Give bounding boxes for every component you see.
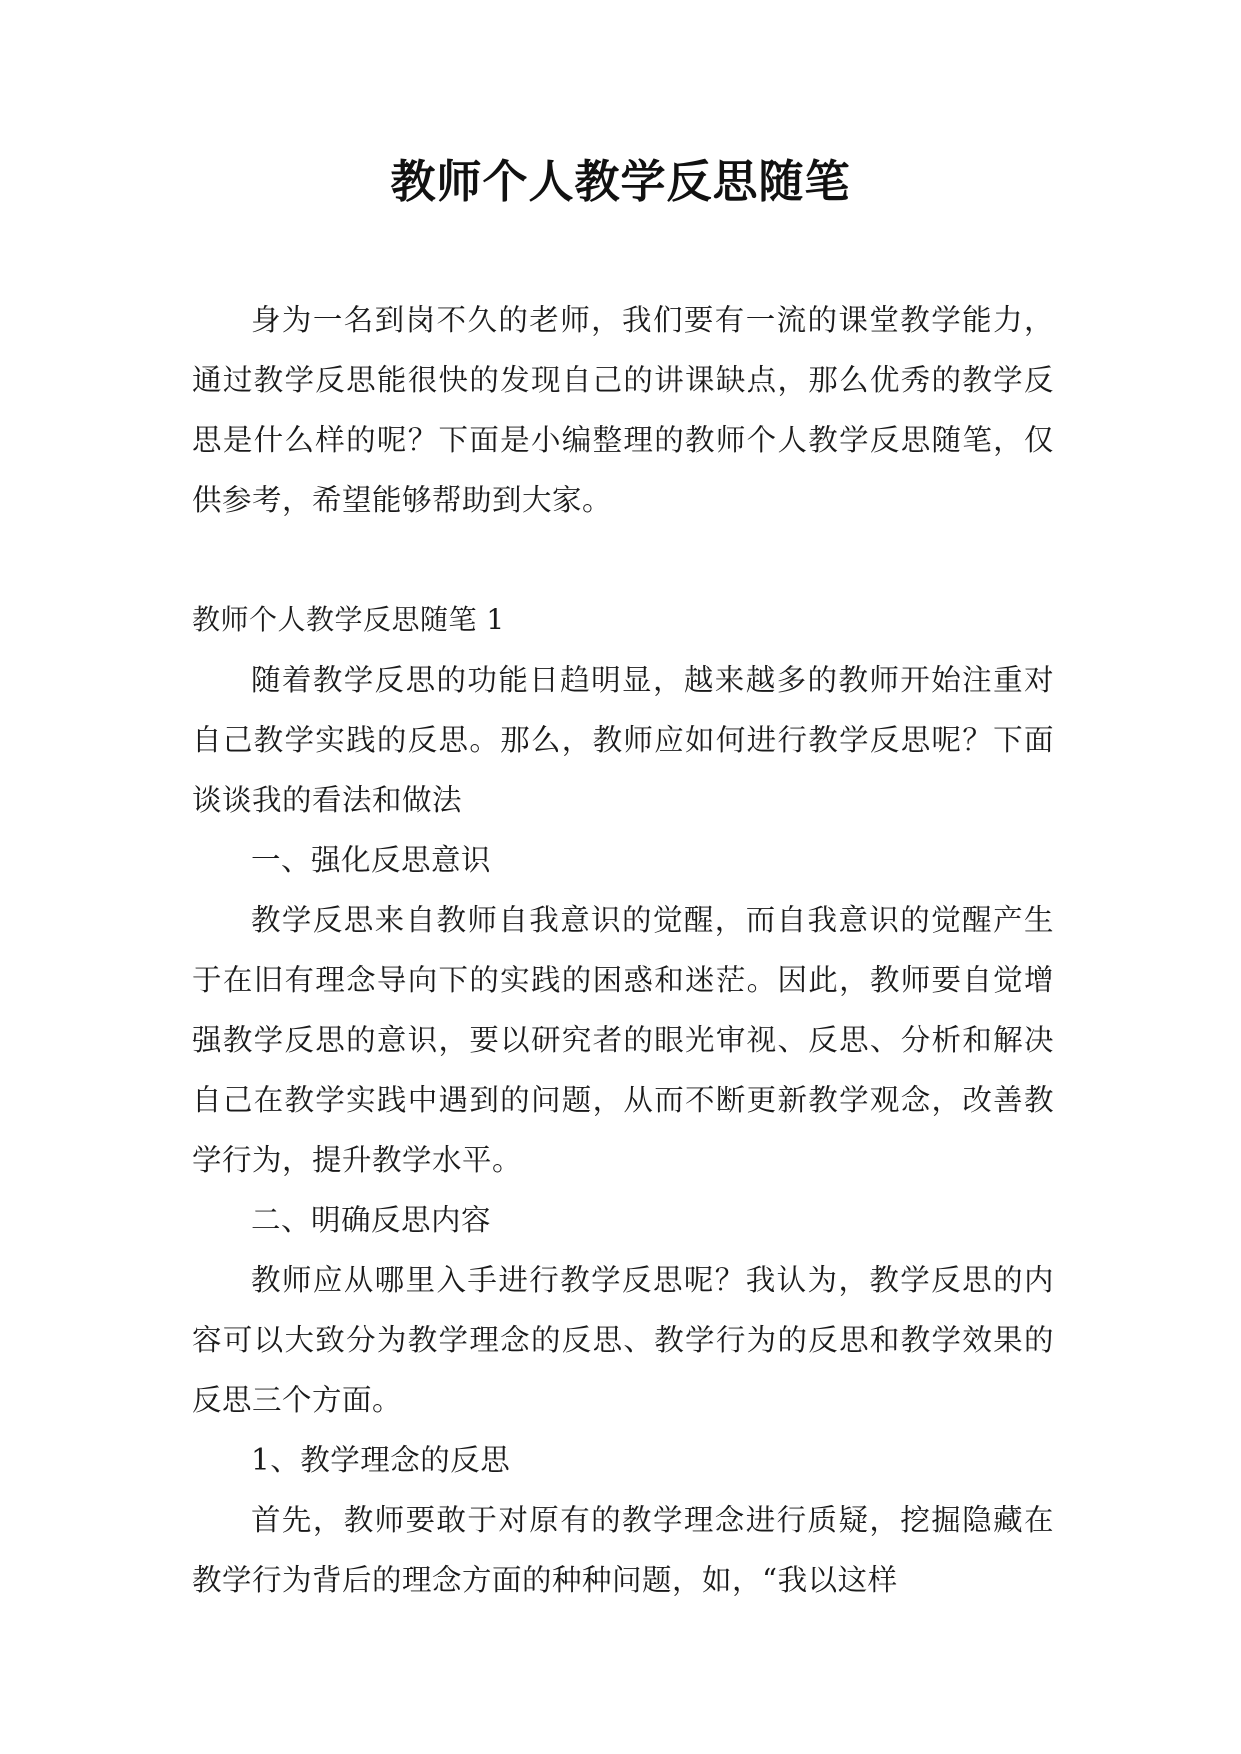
- subheading: 二、明确反思内容: [251, 1203, 492, 1237]
- subheading: 1、教学理念的反思: [251, 1443, 511, 1477]
- paragraph: 首先，教师要敢于对原有的教学理念进行质疑，挖掘隐藏在教学行为背后的理念方面的种种问题，如，“我以这样: [192, 1503, 1054, 1597]
- document-body: [192, 290, 1054, 1610]
- paragraph: 教师应从哪里入手进行教学反思呢？我认为，教学反思的内容可以大致分为教学理念的反思、教学行为的反思和教学效果的反思三个方面。: [192, 1263, 1054, 1417]
- subheading: 一、强化反思意识: [251, 843, 492, 877]
- paragraph: 随着教学反思的功能日趋明显，越来越多的教师开始注重对自己教学实践的反思。那么，教师应如何进行教学反思呢？下面谈谈我的看法和做法: [192, 663, 1054, 817]
- document-title: 教师个人教学反思随笔: [390, 155, 851, 208]
- intro-paragraph: 身为一名到岗不久的老师，我们要有一流的课堂教学能力，通过教学反思能很快的发现自己的讲课缺点，那么优秀的教学反思是什么样的呢？下面是小编整理的教师个人教学反思随笔，仅供参考，希望能够帮助到大家。: [192, 303, 1054, 517]
- paragraph: 教学反思来自教师自我意识的觉醒，而自我意识的觉醒产生于在旧有理念导向下的实践的困惑和迷茫。因此，教师要自觉增强教学反思的意识，要以研究者的眼光审视、反思、分析和解决自己在教学实践中遇到的问题，从而不断更新教学观念，改善教学行为，提升教学水平。: [192, 903, 1054, 1177]
- section-heading: 教师个人教学反思随笔 1: [192, 603, 505, 636]
